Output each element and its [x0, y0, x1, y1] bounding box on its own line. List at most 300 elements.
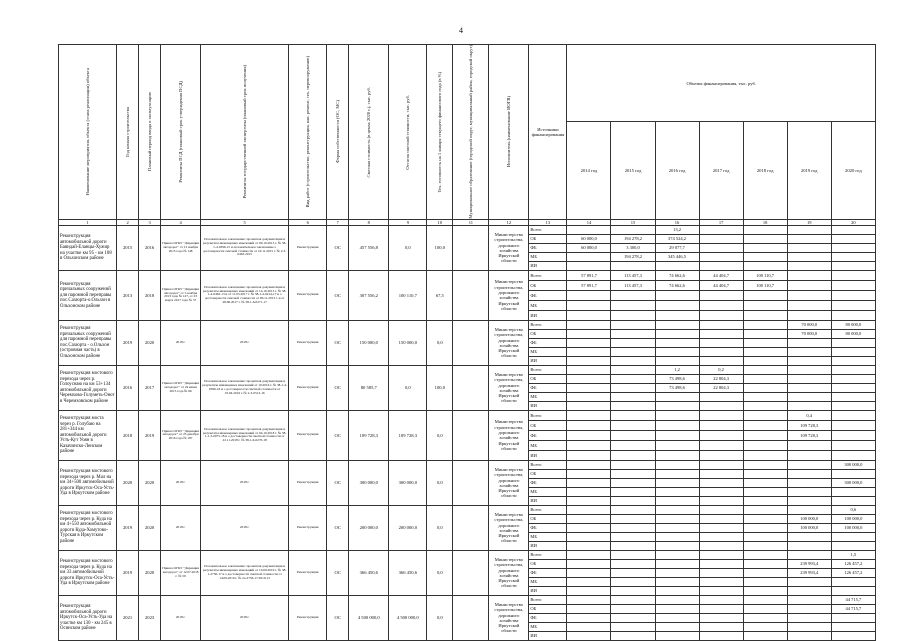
estimate-cost: 109 728,3	[349, 410, 389, 460]
financing-value	[699, 478, 743, 487]
start-year: 2019	[117, 550, 139, 595]
column-number: 20	[831, 219, 875, 225]
expertise-details: Положительное заключение: проектная документация и результаты инженерных изысканий от 14.10.2013 г. № 38-1-4-0462-13 и от 11.05.2017 г. № 38-1-4-0214-17 и о достоверности сметной стоимости от 06.11.2013 г. и от 28.06.2017 г. № 38-1-6-0271-17	[201, 270, 289, 320]
financing-value	[743, 374, 787, 383]
financing-value: 44 404,7	[699, 270, 743, 280]
start-year: 2016	[117, 365, 139, 410]
financing-value	[787, 392, 831, 401]
end-year: 2016	[139, 225, 161, 270]
financing-value	[831, 261, 875, 270]
financing-value	[699, 577, 743, 586]
financing-value	[743, 460, 787, 469]
source-label: ИИ	[529, 586, 567, 595]
financing-value	[743, 622, 787, 631]
financing-value	[655, 514, 699, 523]
start-year: 2021	[117, 595, 139, 640]
financing-value	[743, 329, 787, 338]
executor: Министерство строительства, дорожного хозяйства Иркутской области	[489, 595, 529, 640]
executor: Министерство строительства, дорожного хозяйства Иркутской области	[489, 460, 529, 505]
end-year: 2020	[139, 460, 161, 505]
financing-value: 3 300,0	[611, 243, 655, 252]
source-label: ФБ	[529, 243, 567, 252]
financing-value: 44 404,7	[699, 280, 743, 290]
financing-value	[611, 329, 655, 338]
financing-value	[567, 469, 611, 478]
source-label: МБ	[529, 392, 567, 401]
financing-value	[611, 365, 655, 374]
financing-value	[611, 586, 655, 595]
financing-value	[699, 604, 743, 613]
estimate-cost: 4 500 000,0	[349, 595, 389, 640]
financing-value: 73 498,6	[655, 374, 699, 383]
financing-value	[699, 310, 743, 320]
source-label: ФБ	[529, 478, 567, 487]
financing-value	[831, 410, 875, 420]
page-number: 4	[459, 26, 463, 35]
financing-value	[699, 392, 743, 401]
financing-value	[611, 300, 655, 310]
column-number: 3	[139, 219, 161, 225]
ownership: ОС	[327, 410, 349, 460]
header-volumes: Объемы финансирования, тыс. руб.	[567, 45, 876, 122]
financing-value	[831, 541, 875, 550]
financing-value	[743, 514, 787, 523]
financing-value	[655, 401, 699, 410]
executor: Министерство строительства, дорожного хозяйства Иркутской области	[489, 410, 529, 460]
pd-details: Приказ ОГКУ "Дирекция автодорог" от 5 ноября 2013 года № 127, от 23 марта 2017 года № 37	[161, 270, 201, 320]
pd-details: 2018 г.	[161, 595, 201, 640]
financing-value	[655, 604, 699, 613]
financing-value	[743, 261, 787, 270]
financing-value	[699, 487, 743, 496]
financing-value	[743, 392, 787, 401]
financing-value: 70 000,0	[787, 329, 831, 338]
financing-value	[567, 568, 611, 577]
financing-value	[567, 532, 611, 541]
financing-value: 100 000,0	[787, 514, 831, 523]
header-executor: Исполнитель (наименование ИОГВ)	[489, 45, 529, 220]
financing-value	[699, 252, 743, 261]
column-number: 17	[699, 219, 743, 225]
financing-value	[611, 595, 655, 604]
start-year: 2013	[117, 270, 139, 320]
source-label: ОБ	[529, 234, 567, 243]
financing-value	[831, 631, 875, 640]
object-name: Реконструкция причальных сооружений для паромной переправы пос.Сахюрта-о.Ольхон в Ольхонском районе	[59, 270, 117, 320]
financing-value	[611, 410, 655, 420]
readiness: 100,0	[427, 225, 453, 270]
source-label: ОБ	[529, 329, 567, 338]
financing-value	[655, 420, 699, 430]
financing-value	[743, 478, 787, 487]
column-number: 12	[489, 219, 529, 225]
financing-value	[699, 541, 743, 550]
financing-value	[743, 577, 787, 586]
financing-value	[831, 622, 875, 631]
expertise-details: Положительное заключение: проектная документация и результаты инженерных изысканий от 19.2016 г. № 38-1-4-0396-16 и о достоверности сметной стоимости от 25.04.2016 г. № 2-3-0513-16	[201, 365, 289, 410]
column-number: 19	[787, 219, 831, 225]
financing-value	[787, 310, 831, 320]
ownership: ОС	[327, 550, 349, 595]
financing-value	[655, 568, 699, 577]
table-row	[59, 505, 876, 514]
column-number: 7	[327, 219, 349, 225]
end-year: 2020	[139, 550, 161, 595]
financing-value: 239 993,4	[787, 559, 831, 568]
object-name: Реконструкция причальных сооружений для паромной переправы пос.Сахюрта - о.Ольхон (островная часть) в Ольхонском районе	[59, 320, 117, 365]
object-name: Реконструкция мостового перехода через р. Куда на км 4+550 автомобильной дороги Куда-Хомутово-Турская в Иркутском районе	[59, 505, 117, 550]
financing-value	[699, 225, 743, 234]
financing-value	[699, 347, 743, 356]
column-number: 14	[567, 219, 611, 225]
financing-value	[787, 450, 831, 460]
estimate-cost: 457 556,8	[349, 225, 389, 270]
expertise-details: 2018 г.	[201, 320, 289, 365]
source-label: ОБ	[529, 280, 567, 290]
financing-value	[611, 392, 655, 401]
financing-value	[611, 487, 655, 496]
financing-value	[787, 252, 831, 261]
financing-value	[831, 252, 875, 261]
end-year: 2020	[139, 505, 161, 550]
header-year: 2016 год	[655, 122, 699, 219]
financing-value	[743, 401, 787, 410]
remaining-cost: 4 500 000,0	[389, 595, 427, 640]
financing-value	[655, 505, 699, 514]
financing-value	[699, 440, 743, 450]
financing-value	[567, 320, 611, 329]
financing-value	[743, 252, 787, 261]
financing-value	[699, 356, 743, 365]
financing-value	[655, 300, 699, 310]
source-label: МБ	[529, 577, 567, 586]
source-label: МБ	[529, 252, 567, 261]
financing-value	[699, 450, 743, 460]
financing-value	[567, 460, 611, 469]
financing-value	[655, 559, 699, 568]
source-label: МБ	[529, 532, 567, 541]
municipality	[453, 270, 489, 320]
financing-value	[787, 577, 831, 586]
financing-value	[699, 243, 743, 252]
source-label: Всего	[529, 595, 567, 604]
column-number: 11	[453, 219, 489, 225]
financing-value	[655, 338, 699, 347]
work-type: Реконструкция	[289, 320, 327, 365]
financing-value: 300 000,0	[831, 478, 875, 487]
financing-value: 0,4	[787, 410, 831, 420]
financing-value	[655, 410, 699, 420]
financing-value	[831, 420, 875, 430]
financing-value	[611, 320, 655, 329]
end-year: 2020	[139, 320, 161, 365]
financing-value	[699, 261, 743, 270]
financing-value: 300 000,0	[831, 460, 875, 469]
financing-value: 74 662,6	[655, 280, 699, 290]
financing-value	[743, 356, 787, 365]
financing-value	[831, 225, 875, 234]
header-remaining: Остаток сметной стоимости, тыс. руб.	[389, 45, 427, 220]
column-number: 9	[389, 219, 427, 225]
financing-value	[787, 595, 831, 604]
financing-value	[743, 550, 787, 559]
financing-value	[567, 374, 611, 383]
municipality	[453, 410, 489, 460]
financing-value	[611, 374, 655, 383]
financing-value	[787, 401, 831, 410]
financing-value	[655, 496, 699, 505]
source-label: Всего	[529, 460, 567, 469]
table-row	[59, 460, 876, 469]
financing-value: 113 457,3	[611, 270, 655, 280]
financing-value: 100 000,0	[831, 514, 875, 523]
financing-value	[831, 365, 875, 374]
financing-value: 345 446,5	[655, 252, 699, 261]
financing-value	[611, 550, 655, 559]
financing-value	[743, 430, 787, 440]
expertise-details: Положительное заключение: проектная документация и результаты инженерных изысканий от 04.10.2018 г. № 38-1-1-3-0075-18 и о достоверности сметной стоимости от 22.11.2018 г. № 38-1-6-0270-18	[201, 410, 289, 460]
end-year: 2017	[139, 365, 161, 410]
source-label: ФБ	[529, 290, 567, 300]
financing-value	[699, 290, 743, 300]
work-type: Реконструкция	[289, 460, 327, 505]
financing-value	[567, 487, 611, 496]
financing-value	[655, 329, 699, 338]
financing-value	[699, 496, 743, 505]
financing-value	[787, 280, 831, 290]
financing-value	[787, 290, 831, 300]
financing-value	[611, 347, 655, 356]
source-label: МБ	[529, 487, 567, 496]
financing-value	[831, 496, 875, 505]
financing-value	[567, 550, 611, 559]
financing-value	[611, 383, 655, 392]
financing-value	[831, 243, 875, 252]
financing-value	[611, 622, 655, 631]
source-label: ФБ	[529, 568, 567, 577]
financing-table	[58, 44, 876, 641]
financing-value: 13,2	[655, 225, 699, 234]
financing-value	[611, 631, 655, 640]
ownership: ОС	[327, 320, 349, 365]
financing-value	[787, 243, 831, 252]
financing-value	[787, 356, 831, 365]
financing-value	[787, 478, 831, 487]
financing-value	[743, 320, 787, 329]
readiness: 0,0	[427, 550, 453, 595]
table-row	[59, 270, 876, 280]
financing-value: 126 457,2	[831, 568, 875, 577]
financing-value	[611, 577, 655, 586]
work-type: Реконструкция	[289, 365, 327, 410]
financing-value: 60 000,0	[567, 234, 611, 243]
executor: Министерство строительства, дорожного хозяйства Иркутской области	[489, 365, 529, 410]
financing-value	[655, 532, 699, 541]
financing-value	[655, 460, 699, 469]
financing-value	[655, 347, 699, 356]
column-number: 1	[59, 219, 117, 225]
financing-value	[567, 420, 611, 430]
work-type: Реконструкция	[289, 595, 327, 640]
pd-details: Приказ ОГКУ "Дирекция автодорог" от 25 декабря 2016 года № 187	[161, 410, 201, 460]
start-year: 2019	[117, 505, 139, 550]
financing-value	[831, 290, 875, 300]
source-label: ФБ	[529, 523, 567, 532]
financing-value	[567, 430, 611, 440]
object-name: Реконструкция моста через р. Голубаю на 281+344 км автомобильной дороги Усть-Кут Уоян в Казачинско-Ленском районе	[59, 410, 117, 460]
financing-value	[743, 420, 787, 430]
financing-value	[831, 532, 875, 541]
financing-value	[831, 270, 875, 280]
financing-value	[743, 586, 787, 595]
start-year: 2020	[117, 460, 139, 505]
header-end: Плановый период ввода в эксплуатацию	[139, 45, 161, 220]
financing-value	[611, 420, 655, 430]
source-label: ИИ	[529, 631, 567, 640]
readiness: 0,0	[427, 320, 453, 365]
header-year: 2014 год	[567, 122, 611, 219]
financing-value: 57 891,7	[567, 270, 611, 280]
source-label: ОБ	[529, 559, 567, 568]
financing-value	[655, 392, 699, 401]
financing-value	[743, 523, 787, 532]
financing-value	[611, 450, 655, 460]
financing-value	[831, 401, 875, 410]
financing-value	[831, 577, 875, 586]
source-label: ИИ	[529, 356, 567, 365]
financing-value	[743, 410, 787, 420]
financing-value	[611, 505, 655, 514]
table-row	[59, 410, 876, 420]
financing-value	[831, 450, 875, 460]
financing-value	[611, 568, 655, 577]
financing-value	[655, 320, 699, 329]
header-year: 2020 год	[831, 122, 875, 219]
header-name: Наименование мероприятия, объекта (этапа реализации) объекта	[59, 45, 117, 220]
object-name: Реконструкция мостового перехода через р. Голоуснаю на км 53+134 автомобильной дороги Черемхово-Голуметь-Онот в Черемховском районе	[59, 365, 117, 410]
work-type: Реконструкция	[289, 225, 327, 270]
financing-value: 100 110,7	[743, 280, 787, 290]
readiness: 67,5	[427, 270, 453, 320]
financing-value: 1,2	[655, 365, 699, 374]
financing-value	[567, 365, 611, 374]
pd-details: Приказ ОГКУ "Дирекция автодорог" от 13 ноября 2015 года № 148	[161, 225, 201, 270]
financing-value	[611, 532, 655, 541]
financing-value	[611, 225, 655, 234]
header-ownership: Форма собственности (ОС, МС)	[327, 45, 349, 220]
header-expertise: Реквизиты государственной экспертизы (плановый срок получения)	[201, 45, 289, 220]
estimate-cost: 150 000,0	[349, 320, 389, 365]
readiness: 0,0	[427, 505, 453, 550]
start-year: 2015	[117, 225, 139, 270]
work-type: Реконструкция	[289, 550, 327, 595]
financing-value	[611, 338, 655, 347]
financing-value	[699, 586, 743, 595]
column-number: 16	[655, 219, 699, 225]
financing-value	[567, 478, 611, 487]
expertise-details: 2018 г.	[201, 460, 289, 505]
financing-value	[831, 383, 875, 392]
financing-value	[787, 631, 831, 640]
table-row	[59, 550, 876, 559]
financing-value	[743, 595, 787, 604]
financing-value	[611, 356, 655, 365]
financing-value	[831, 392, 875, 401]
table-row	[59, 225, 876, 234]
header-year: 2018 год	[743, 122, 787, 219]
financing-value	[831, 234, 875, 243]
financing-value: 44 715,7	[831, 604, 875, 613]
financing-value	[831, 613, 875, 622]
financing-value: 44 715,7	[831, 595, 875, 604]
financing-value: 100 000,0	[787, 523, 831, 532]
readiness: 0,0	[427, 410, 453, 460]
financing-value	[699, 469, 743, 478]
header-estimate: Сметная стоимость (в ценах 2020 г.), тыс. руб.	[349, 45, 389, 220]
financing-value: 100 000,0	[831, 523, 875, 532]
remaining-cost: 150 000,0	[389, 320, 427, 365]
financing-value	[831, 347, 875, 356]
financing-value	[655, 450, 699, 460]
object-name: Реконструкция мостового перехода через р. Куда на км 33 автомобильной дороги Иркутск-Оса-Усть-Уда в Иркутском районе	[59, 550, 117, 595]
source-label: Всего	[529, 320, 567, 329]
source-label: Всего	[529, 505, 567, 514]
source-label: ИИ	[529, 261, 567, 270]
financing-value	[655, 631, 699, 640]
financing-value	[787, 365, 831, 374]
ownership: ОС	[327, 365, 349, 410]
financing-value	[611, 469, 655, 478]
financing-value	[787, 374, 831, 383]
source-label: ИИ	[529, 401, 567, 410]
financing-value	[743, 365, 787, 374]
financing-value	[611, 496, 655, 505]
financing-value	[655, 550, 699, 559]
municipality	[453, 460, 489, 505]
financing-value: 80 000,0	[831, 329, 875, 338]
financing-value	[743, 300, 787, 310]
financing-value	[611, 604, 655, 613]
municipality	[453, 505, 489, 550]
financing-value	[655, 440, 699, 450]
financing-value	[787, 532, 831, 541]
financing-value	[699, 401, 743, 410]
executor: Министерство строительства, дорожного хозяйства Иркутской области	[489, 270, 529, 320]
source-label: ОБ	[529, 420, 567, 430]
financing-value	[611, 613, 655, 622]
financing-value	[567, 356, 611, 365]
financing-value	[787, 541, 831, 550]
financing-value	[567, 595, 611, 604]
column-number: 15	[611, 219, 655, 225]
source-label: ОБ	[529, 469, 567, 478]
source-label: МБ	[529, 440, 567, 450]
column-number: 10	[427, 219, 453, 225]
financing-value	[611, 559, 655, 568]
header-work-type: Вид работ (строительство, реконструкция, кап. ремонт, тех. перевооружение)	[289, 45, 327, 220]
financing-value	[567, 604, 611, 613]
financing-value: 126 457,2	[831, 559, 875, 568]
table-row	[59, 320, 876, 329]
pd-details: Приказ ОГКУ "Дирекция автодорог" от 12.07.2018 г. № 59	[161, 550, 201, 595]
table-row	[59, 595, 876, 604]
financing-value: 0,6	[831, 505, 875, 514]
source-label: МБ	[529, 300, 567, 310]
financing-value	[699, 559, 743, 568]
column-number: 13	[529, 219, 567, 225]
financing-value	[567, 440, 611, 450]
municipality	[453, 320, 489, 365]
